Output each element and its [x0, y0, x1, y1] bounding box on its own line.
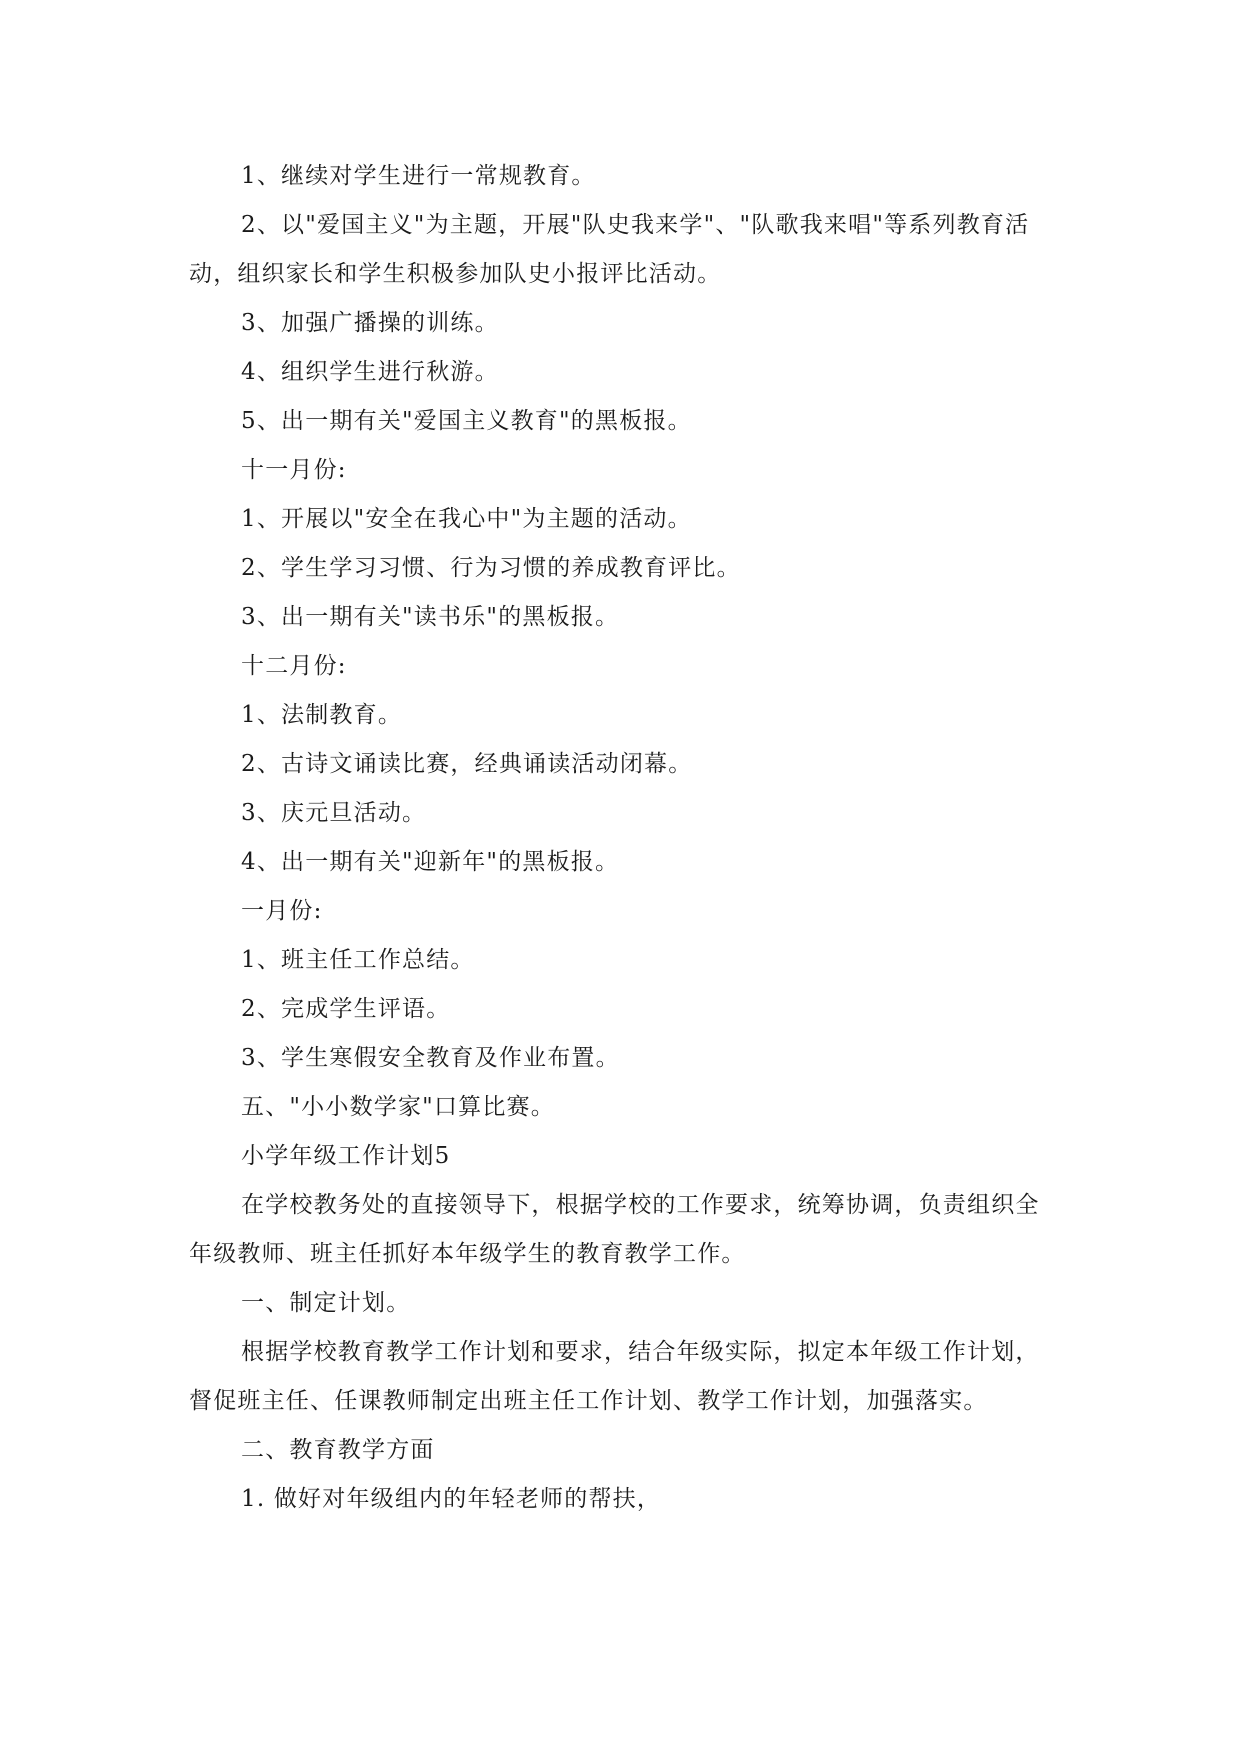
document-body: [189, 152, 1059, 1524]
paragraph: 3、学生寒假安全教育及作业布置。: [241, 1045, 620, 1071]
paragraph: 1、法制教育。: [241, 702, 403, 728]
paragraph: 五、"小小数学家"口算比赛。: [241, 1094, 555, 1120]
section-heading: 十二月份:: [241, 653, 347, 679]
paragraph: 4、出一期有关"迎新年"的黑板报。: [241, 849, 620, 875]
paragraph: 3、加强广播操的训练。: [241, 310, 499, 336]
paragraph: 在学校教务处的直接领导下，根据学校的工作要求，统筹协调，负责组织全年级教师、班主任抓好本年级学生的教育教学工作。: [189, 1192, 1040, 1267]
paragraph: 2、完成学生评语。: [241, 996, 451, 1022]
paragraph: 1、开展以"安全在我心中"为主题的活动。: [241, 506, 692, 532]
paragraph: 3、出一期有关"读书乐"的黑板报。: [241, 604, 620, 630]
section-heading: 十一月份:: [241, 457, 347, 483]
paragraph: 2、学生学习习惯、行为习惯的养成教育评比。: [241, 555, 741, 581]
paragraph: 4、组织学生进行秋游。: [241, 359, 499, 385]
paragraph: 3、庆元旦活动。: [241, 800, 427, 826]
paragraph: 1、班主任工作总结。: [241, 947, 475, 973]
section-heading: 一月份:: [241, 898, 323, 924]
document-title: 小学年级工作计划5: [241, 1143, 451, 1169]
section-heading: 二、教育教学方面: [241, 1437, 435, 1463]
section-heading: 一、制定计划。: [241, 1290, 411, 1316]
paragraph: 根据学校教育教学工作计划和要求，结合年级实际，拟定本年级工作计划，督促班主任、任课教师制定出班主任工作计划、教学工作计划，加强落实。: [189, 1339, 1040, 1414]
paragraph: 2、以"爱国主义"为主题，开展"队史我来学"、"队歌我来唱"等系列教育活动，组织家长和学生积极参加队史小报评比活动。: [189, 212, 1030, 287]
paragraph: 1. 做好对年级组内的年轻老师的帮扶，: [241, 1486, 662, 1512]
paragraph: 2、古诗文诵读比赛，经典诵读活动闭幕。: [241, 751, 693, 777]
paragraph: 1、继续对学生进行一常规教育。: [241, 163, 596, 189]
paragraph: 5、出一期有关"爱国主义教育"的黑板报。: [241, 408, 692, 434]
